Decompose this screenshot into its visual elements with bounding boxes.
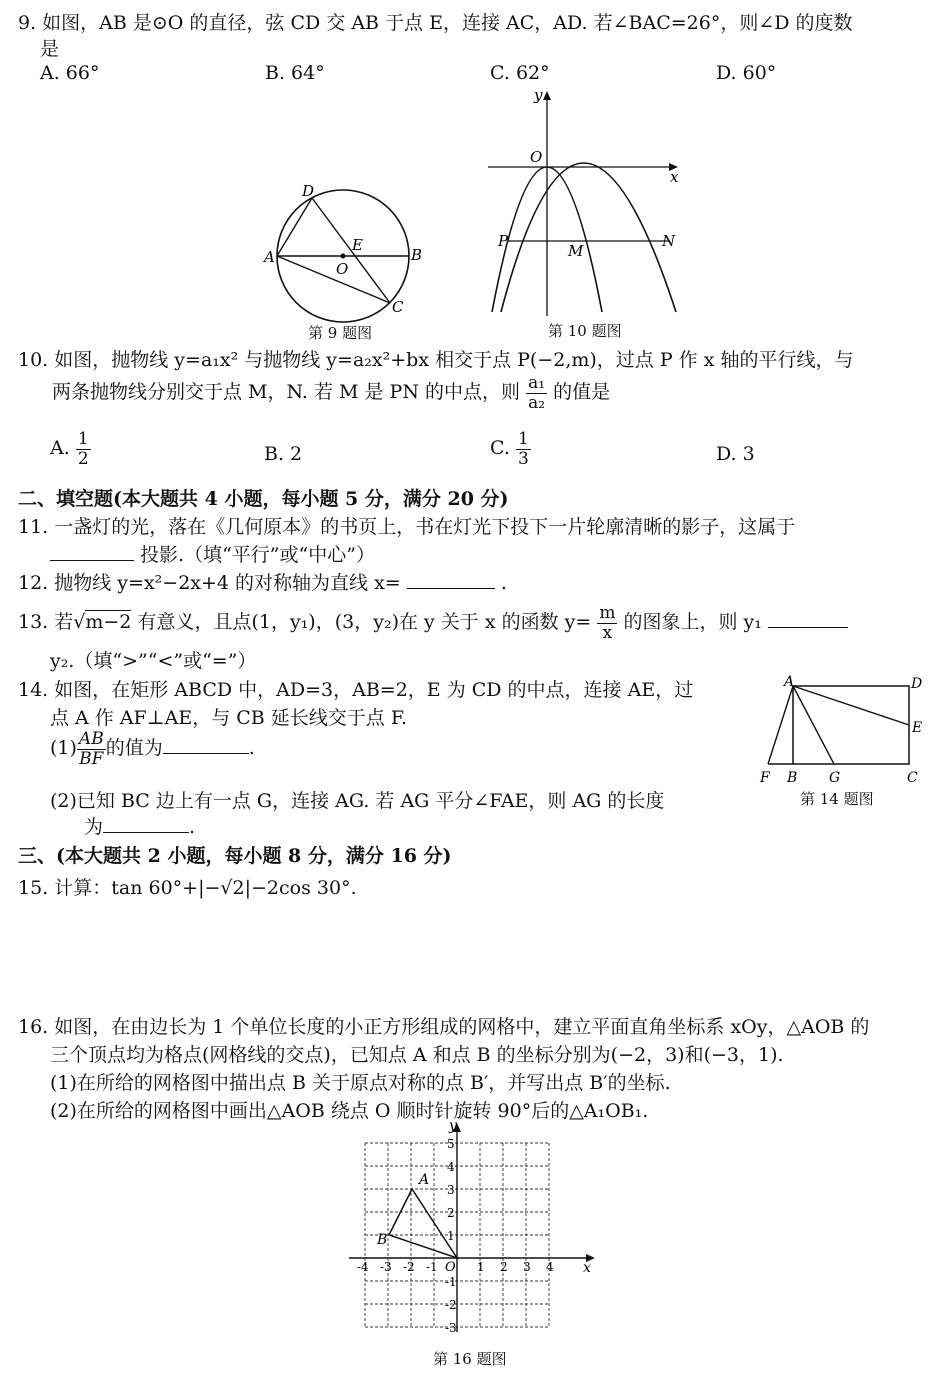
q14-sub1-prefix: (1)	[50, 737, 77, 760]
label-x-axis: x	[583, 1260, 591, 1276]
q10-line2-prefix: 两条抛物线分别交于点 M，N. 若 M 是 PN 的中点，则	[52, 381, 521, 404]
center-o-dot	[341, 254, 346, 259]
q9-text-line2: 是	[40, 38, 60, 60]
q9-option-d: D. 60°	[716, 62, 777, 84]
q13-fraction	[597, 604, 617, 642]
q13-sqrt-body: m−2	[85, 611, 132, 634]
q14-sub1	[50, 730, 255, 768]
label-c: C	[392, 298, 404, 316]
label-e: E	[912, 720, 923, 736]
q13-sqrt-sign: √	[73, 611, 86, 634]
q10-frac-den: a₂	[528, 392, 546, 413]
q10-figure-caption: 第 10 题图	[548, 322, 622, 340]
q14-text-line2: 点 A 作 AF⊥AE，与 CB 延长线交于点 F.	[50, 707, 408, 729]
q11-line2-text: 投影.（填“平行”或“中心”）	[140, 544, 375, 566]
q10-option-c-frac	[516, 430, 531, 468]
label-b: B	[787, 770, 798, 786]
q14-sub1-answer-blank[interactable]	[163, 753, 249, 754]
y-tick-label: 1	[447, 1229, 455, 1243]
q10-line2-suffix: 的值是	[553, 381, 611, 404]
q10-frac-num: a₁	[528, 373, 546, 393]
q13-answer-blank[interactable]	[768, 627, 848, 628]
q14-figure-caption: 第 14 题图	[800, 790, 874, 808]
q10-fraction	[526, 374, 547, 412]
y-tick-label: 3	[447, 1183, 455, 1197]
q12-answer-blank[interactable]	[407, 588, 495, 589]
x-tick-label: -3	[380, 1260, 392, 1274]
q11-text-line2	[50, 540, 375, 567]
q10-option-d: D. 3	[716, 443, 755, 465]
y-tick-label: 4	[447, 1160, 455, 1174]
q10-text-line2	[52, 374, 610, 412]
q16-grid-figure	[345, 1120, 605, 1340]
q12-question: 12. 抛物线 y=x²−2x+4 的对称轴为直线 x=	[18, 572, 401, 594]
q16-figure-caption: 第 16 题图	[433, 1350, 507, 1368]
q12-text	[18, 568, 507, 595]
q10-option-b: B. 2	[264, 443, 303, 465]
q16-text-line4: (2)在所给的网格图中画出△AOB 绕点 O 顺时针旋转 90°后的△A₁OB₁.	[50, 1100, 649, 1122]
segment-af	[768, 686, 793, 764]
label-b: B	[411, 246, 423, 264]
q14-sub1-suffix: 的值为	[105, 737, 163, 760]
label-m: M	[568, 242, 584, 260]
q12-end: .	[500, 572, 507, 594]
segment-ad	[277, 198, 312, 256]
q10-parabola-figure	[488, 86, 688, 318]
q13-frac-num: m	[599, 603, 616, 623]
q10-option-a-frac	[76, 430, 91, 468]
y-axis-arrow	[543, 91, 551, 100]
label-a: A	[784, 674, 795, 690]
label-origin: O	[445, 1260, 456, 1275]
q14-text-line1: 14. 如图，在矩形 ABCD 中，AD=3，AB=2，E 为 CD 的中点，连接 AE，过	[18, 679, 694, 701]
q13-text-line2: y₂.（填“>”“<”或“=”）	[50, 650, 257, 672]
q16-text-line1: 16. 如图，在由边长为 1 个单位长度的小正方形组成的网格中，建立平面直角坐标系 xOy，△AOB 的	[18, 1016, 870, 1038]
q14-sub2-end: .	[189, 816, 196, 838]
section-3-heading: 三、(本大题共 2 小题，每小题 8 分，满分 16 分)	[18, 845, 452, 867]
label-o: O	[336, 260, 349, 278]
y-tick-label: -3	[445, 1321, 457, 1335]
label-d: D	[302, 182, 315, 200]
q16-text-line3: (1)在所给的网格图中描出点 B 关于原点对称的点 B′，并写出点 B′的坐标.	[50, 1072, 671, 1094]
label-e: E	[352, 236, 363, 254]
label-f: F	[760, 770, 770, 786]
y-tick-label: 2	[447, 1206, 455, 1220]
label-point-b: B	[377, 1232, 388, 1248]
x-tick-label: -1	[426, 1260, 438, 1274]
q14-sub1-num: AB	[78, 729, 104, 749]
q9-text-line1: 9. 如图，AB 是⊙O 的直径，弦 CD 交 AB 于点 E，连接 AC，AD. 若∠BAC=26°，则∠D 的度数	[18, 12, 853, 34]
q13-part1: 13. 若	[18, 611, 74, 634]
x-tick-label: 2	[500, 1260, 508, 1274]
label-x: x	[670, 168, 679, 186]
x-tick-label: 1	[477, 1260, 485, 1274]
q10-option-a-den: 2	[77, 448, 89, 469]
q10-option-c-den: 3	[517, 448, 529, 469]
x-tick-label: -2	[403, 1260, 415, 1274]
q10-option-a-label: A.	[50, 437, 70, 460]
label-y-axis: y	[449, 1120, 457, 1134]
q14-sub1-end: .	[248, 737, 255, 760]
x-tick-label: -4	[357, 1260, 369, 1274]
q14-sub2-line2	[84, 812, 195, 839]
q10-text-line1: 10. 如图，抛物线 y=a₁x² 与抛物线 y=a₂x²+bx 相交于点 P(−2,m)，过点 P 作 x 轴的平行线，与	[18, 349, 854, 371]
q10-option-a-num: 1	[77, 429, 89, 449]
q14-rectangle-figure	[756, 670, 936, 788]
y-tick-label: -1	[445, 1275, 457, 1289]
q14-sub2-answer-blank[interactable]	[103, 832, 189, 833]
x-tick-label: 3	[523, 1260, 531, 1274]
q16-text-line2: 三个顶点均为格点(网格线的交点)，已知点 A 和点 B 的坐标分别为(−2，3)和(−3，1).	[50, 1044, 784, 1066]
label-d: D	[911, 676, 923, 692]
label-p: P	[498, 232, 509, 250]
q9-option-c: C. 62°	[490, 62, 550, 84]
q11-answer-blank[interactable]	[50, 560, 134, 561]
rectangle-abcd	[793, 686, 909, 764]
label-n: N	[662, 232, 676, 250]
y-tick-label: -2	[445, 1298, 457, 1312]
q14-sub1-den: BF	[79, 748, 104, 769]
q15-text: 15. 计算：tan 60°+|−√2|−2cos 30°.	[18, 877, 357, 899]
q13-frac-den: x	[602, 622, 613, 643]
q14-sub1-fraction	[77, 730, 106, 768]
label-point-a: A	[419, 1172, 430, 1188]
q13-part3: 的图象上，则 y₁	[623, 611, 762, 634]
triangle-aob	[389, 1189, 457, 1258]
label-g: G	[829, 770, 841, 786]
q14-sub2-line1: (2)已知 BC 边上有一点 G，连接 AG. 若 AG 平分∠FAE，则 AG 的长度	[50, 790, 665, 812]
label-y: y	[534, 86, 543, 104]
q10-option-a	[50, 430, 91, 468]
q10-option-c	[490, 430, 531, 468]
q10-option-c-label: C.	[490, 437, 510, 460]
q13-text-line1	[18, 604, 848, 642]
label-c: C	[907, 770, 918, 786]
y-tick-label: 5	[447, 1137, 455, 1151]
label-o: O	[530, 148, 543, 166]
section-2-heading: 二、填空题(本大题共 4 小题，每小题 5 分，满分 20 分)	[18, 488, 509, 510]
q9-option-a: A. 66°	[40, 62, 100, 84]
q10-option-c-num: 1	[517, 429, 529, 449]
q9-circle-figure	[260, 178, 430, 343]
q9-option-b: B. 64°	[265, 62, 325, 84]
label-a: A	[264, 248, 275, 266]
q11-text-line1: 11. 一盏灯的光，落在《几何原本》的书页上，书在灯光下投下一片轮廓清晰的影子，这属于	[18, 516, 796, 538]
q9-figure-caption: 第 9 题图	[308, 324, 373, 342]
q13-part2: 有意义，且点(1，y₁)，(3，y₂)在 y 关于 x 的函数 y=	[137, 611, 592, 634]
q14-sub2-prefix: 为	[84, 816, 104, 838]
x-tick-label: 4	[546, 1260, 554, 1274]
